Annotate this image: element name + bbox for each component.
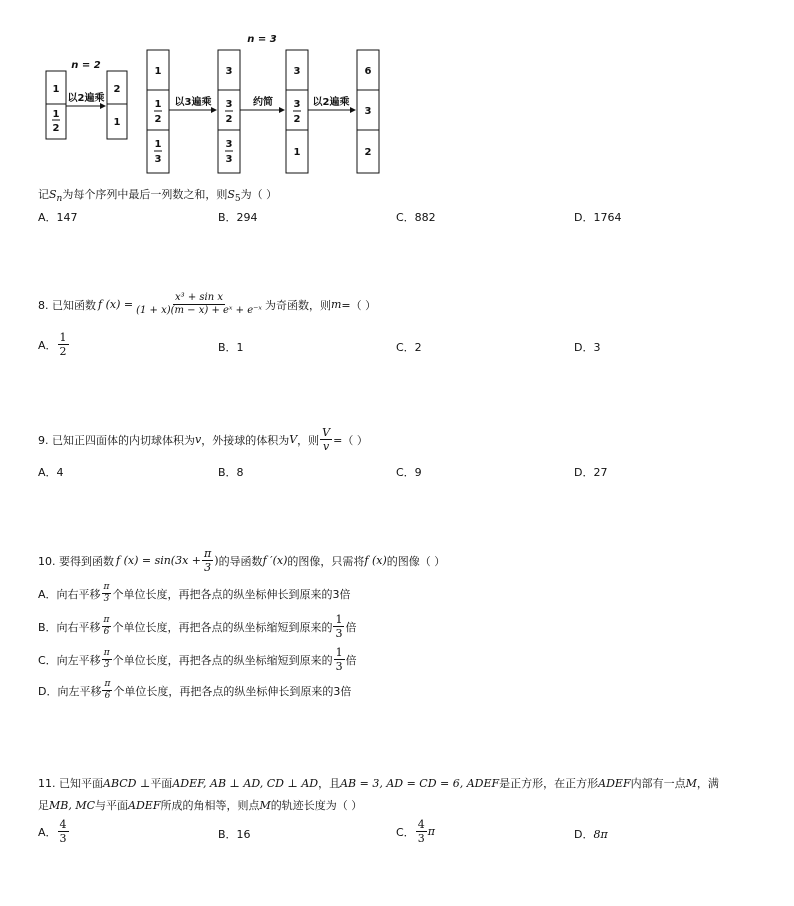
q9-stem: [38, 427, 368, 452]
text: D．: [574, 828, 594, 841]
text: 的图像（ ）: [386, 554, 446, 568]
q10-stem: [38, 548, 445, 573]
arrow-2-label: 以3遍乘: [174, 97, 212, 108]
text: ，满: [696, 777, 719, 790]
numerator: 1: [59, 331, 67, 344]
text: C．向左平移: [38, 653, 101, 667]
fraction: [202, 548, 213, 573]
text: 为奇函数，则: [264, 298, 331, 312]
math: V: [289, 433, 298, 446]
text: 9. 已知正四面体的内切球体积为: [38, 433, 195, 447]
q11-stem-line2: [38, 797, 362, 813]
math: S: [49, 188, 57, 201]
text: A．: [38, 825, 57, 839]
cell: 1: [52, 84, 60, 95]
text: 与平面: [95, 799, 129, 812]
cell: 2: [293, 114, 301, 125]
q11-option-a[interactable]: [38, 819, 70, 844]
q11-stem-line1: [38, 775, 719, 791]
label-n3: n = 3: [247, 34, 277, 45]
cell: 3: [293, 99, 301, 110]
numerator: π: [204, 547, 212, 560]
q8-fraction: [134, 293, 264, 316]
column-2-box: [107, 71, 127, 139]
text: ，外接球的体积为: [201, 433, 290, 447]
fraction: [334, 647, 345, 672]
q10-option-b[interactable]: [38, 614, 356, 639]
text: 倍: [345, 620, 357, 634]
fraction: [102, 649, 112, 670]
sequence-diagram: [0, 0, 794, 180]
math: 8π: [593, 828, 608, 841]
text: D．向左平移: [38, 684, 102, 698]
cell: 3: [225, 139, 233, 150]
numerator: 1: [335, 613, 343, 626]
fraction: [333, 614, 344, 639]
numerator: π: [103, 648, 110, 658]
text: 为（ ）: [240, 188, 278, 201]
math: M: [259, 799, 271, 812]
denominator: 3: [335, 627, 343, 640]
numerator: x³ + sin x: [175, 292, 224, 303]
math: f (x) = sin(3x +: [116, 554, 202, 567]
numerator: V: [322, 426, 331, 439]
q7-option-c[interactable]: C．882: [396, 211, 436, 224]
q8-option-a[interactable]: [38, 332, 70, 357]
math: AB = 3, AD = CD = 6, ADEF: [340, 777, 500, 790]
arrow-1-label: 以2遍乘: [67, 93, 105, 104]
denominator: 3: [417, 832, 425, 845]
text: 倍: [345, 653, 357, 667]
math: ADEF: [598, 777, 631, 790]
q11-option-b[interactable]: B．16: [218, 828, 251, 841]
cell: 2: [52, 123, 60, 134]
fraction: [58, 819, 69, 844]
math: ABCD ⊥: [103, 777, 151, 790]
text: A．: [38, 338, 57, 352]
numerator: 4: [59, 818, 67, 831]
text: 内部有一点: [630, 777, 686, 790]
q8-option-b[interactable]: B．1: [218, 341, 244, 354]
text: ，且: [318, 777, 341, 790]
cell: 2: [154, 114, 162, 125]
cell: 3: [225, 99, 233, 110]
q9-option-c[interactable]: C．9: [396, 466, 422, 479]
text: 的导函数: [218, 554, 263, 568]
denominator: v: [323, 440, 330, 453]
denominator: 3: [204, 561, 212, 574]
numerator: 1: [335, 646, 343, 659]
cell: 3: [225, 66, 233, 77]
cell: 1: [293, 147, 301, 158]
arrow-3-label: 约简: [253, 97, 273, 108]
cell: 2: [364, 147, 372, 158]
denominator: 6: [103, 627, 110, 637]
numerator: 4: [417, 818, 425, 831]
math: n: [56, 194, 63, 205]
text: 记: [38, 188, 49, 201]
arrow-4-label: 以2遍乘: [312, 97, 350, 108]
q10-option-d[interactable]: [38, 680, 351, 701]
text: 个单位长度，再把各点的纵坐标缩短到原来的: [112, 620, 333, 634]
text: 个单位长度，再把各点的纵坐标伸长到原来的3倍: [112, 587, 351, 601]
math: 5: [234, 194, 241, 205]
text: 足: [38, 799, 49, 812]
text: ，则: [297, 433, 320, 447]
text: A．向右平移: [38, 587, 101, 601]
text: 11. 已知平面: [38, 777, 103, 790]
q7-option-a[interactable]: A．147: [38, 211, 78, 224]
fraction: [320, 427, 332, 452]
math: f ′(x): [262, 554, 288, 567]
denominator: 2: [59, 345, 67, 358]
q8-option-d[interactable]: D．3: [574, 341, 601, 354]
cell: 3: [225, 154, 233, 165]
math: ): [214, 554, 219, 567]
q9-option-a[interactable]: A．4: [38, 466, 64, 479]
q7-option-b[interactable]: B．294: [218, 211, 258, 224]
math: π: [427, 825, 435, 838]
text: 10. 要得到函数: [38, 554, 114, 568]
fraction: [102, 680, 112, 701]
text: 平面: [150, 777, 173, 790]
math: ADEF: [128, 799, 161, 812]
cell: 3: [293, 66, 301, 77]
fraction: [416, 819, 427, 844]
numerator: π: [103, 615, 110, 625]
fraction: [58, 332, 69, 357]
cell: 6: [364, 66, 372, 77]
q9-option-d[interactable]: D．27: [574, 466, 608, 479]
text: C．: [396, 825, 415, 839]
cell: 3: [364, 106, 372, 117]
text: =（ ）: [341, 298, 377, 312]
q11-option-d[interactable]: [574, 826, 608, 842]
q9-option-b[interactable]: B．8: [218, 466, 244, 479]
cell: 3: [154, 154, 162, 165]
numerator: π: [104, 679, 111, 689]
q10-option-c[interactable]: [38, 647, 357, 672]
text: 个单位长度，再把各点的纵坐标缩短到原来的: [112, 653, 333, 667]
text: 的轨迹长度为（ ）: [270, 799, 363, 812]
cell: 1: [52, 109, 60, 120]
text: 所成的角相等，则点: [160, 799, 260, 812]
denominator: 3: [335, 660, 343, 673]
fraction: [102, 616, 112, 637]
math: S: [227, 188, 235, 201]
q10-option-a[interactable]: [38, 583, 350, 604]
cell: 1: [154, 99, 162, 110]
cell: 2: [225, 114, 233, 125]
cell: 2: [113, 84, 121, 95]
math: f (x): [364, 554, 387, 567]
text: B．向右平移: [38, 620, 101, 634]
denominator: (1 + x)(m − x) + eˣ + e⁻ˣ: [136, 305, 262, 316]
math: m: [330, 298, 342, 311]
text: 的图像，只需将: [287, 554, 365, 568]
math: MB, MC: [49, 799, 96, 812]
fraction: [102, 583, 112, 604]
math: M: [685, 777, 697, 790]
q11-option-c[interactable]: [396, 819, 435, 844]
numerator: π: [103, 582, 110, 592]
q7-stem: [38, 186, 277, 204]
label-n2: n = 2: [71, 60, 101, 71]
text: 个单位长度，再把各点的纵坐标伸长到原来的3倍: [113, 684, 352, 698]
text: 是正方形，在正方形: [499, 777, 599, 790]
text: 为每个序列中最后一列数之和，则: [62, 188, 228, 201]
denominator: 6: [104, 691, 111, 701]
math: v: [195, 433, 202, 446]
math: f (x) =: [98, 298, 134, 311]
cell: 1: [154, 139, 162, 150]
text: 8. 已知函数: [38, 298, 96, 312]
denominator: 3: [59, 832, 67, 845]
q8-option-c[interactable]: C．2: [396, 341, 422, 354]
math: ADEF, AB ⊥ AD, CD ⊥ AD: [172, 777, 319, 790]
q7-option-d[interactable]: D．1764: [574, 211, 622, 224]
cell: 1: [113, 117, 121, 128]
q8-stem: [38, 293, 376, 316]
text: =（ ）: [333, 433, 368, 447]
cell: 1: [154, 66, 162, 77]
denominator: 3: [103, 594, 110, 604]
denominator: 3: [103, 660, 110, 670]
